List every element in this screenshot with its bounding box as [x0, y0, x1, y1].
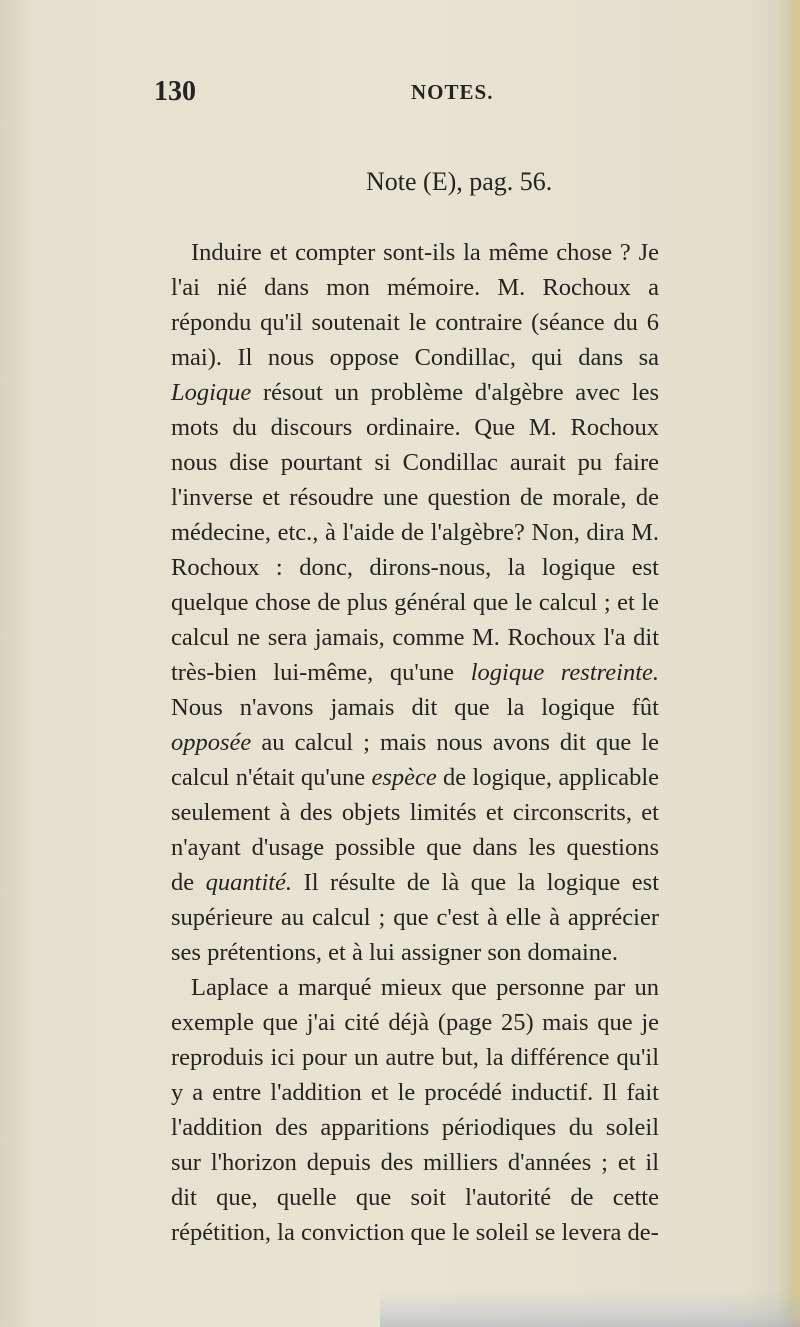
- paragraph-1-text-5: de logique, applicable seulement à des objets limités et circonscrits, et n'ayant d'usage possible que dans les questions de: [171, 764, 659, 896]
- body-text: [171, 235, 659, 1250]
- running-head: NOTES.: [411, 80, 494, 104]
- paragraph-1-text-1: Induire et compter sont-ils la même chose ? Je l'ai nié dans mon mémoire. M. Rochoux a répondu qu'il soutenait le contraire (séance du 6 mai). Il nous oppose Condillac, qui dans sa: [171, 239, 659, 371]
- italic-logique-restreinte: logique restreinte.: [470, 659, 659, 686]
- italic-espece: espèce: [371, 764, 437, 791]
- paragraph-1-text-3: Nous n'avons jamais dit que la logique fût: [171, 694, 659, 721]
- page-number: 130: [154, 76, 196, 107]
- paragraph-1: [171, 235, 659, 970]
- paragraph-1-text-6: Il résulte de là que la logique est supérieure au calcul ; que c'est à elle à apprécier ses prétentions, et à lui assigner son domaine.: [171, 869, 659, 966]
- paragraph-1-text-4: au calcul ; mais nous avons dit que le calcul n'était qu'une: [171, 729, 659, 791]
- italic-logique: Logique: [171, 379, 252, 406]
- page-bottom-stain: [380, 1290, 800, 1327]
- page-header: [0, 76, 800, 116]
- italic-opposee: opposée: [171, 729, 252, 756]
- note-title: Note (E), pag. 56.: [366, 167, 553, 196]
- paragraph-1-text-2: résout un problème d'algèbre avec les mots du discours ordinaire. Que M. Rochoux nous dise pourtant si Condillac aurait pu faire l'inverse et résoudre une question de morale, de médecine, etc., à l'aide de l'algèbre? Non, dira M. Rochoux : donc, dirons-nous, la logique est quelque chose de plus général que le calcul ; et le calcul ne sera jamais, comme M. Rochoux l'a dit très-bien lui-même, qu'une: [171, 379, 659, 686]
- paragraph-2: Laplace a marqué mieux que personne par un exemple que j'ai cité déjà (page 25) mais que je reproduis ici pour un autre but, la différence qu'il y a entre l'addition et le procédé inductif. Il fait l'addition des apparitions périodiques du soleil sur l'horizon depuis des milliers d'années ; et il dit que, quelle que soit l'autorité de cette répétition, la conviction que le soleil se levera de-: [171, 974, 659, 1246]
- italic-quantite: quantité.: [205, 869, 293, 896]
- page-edge-shadow: [778, 0, 800, 1327]
